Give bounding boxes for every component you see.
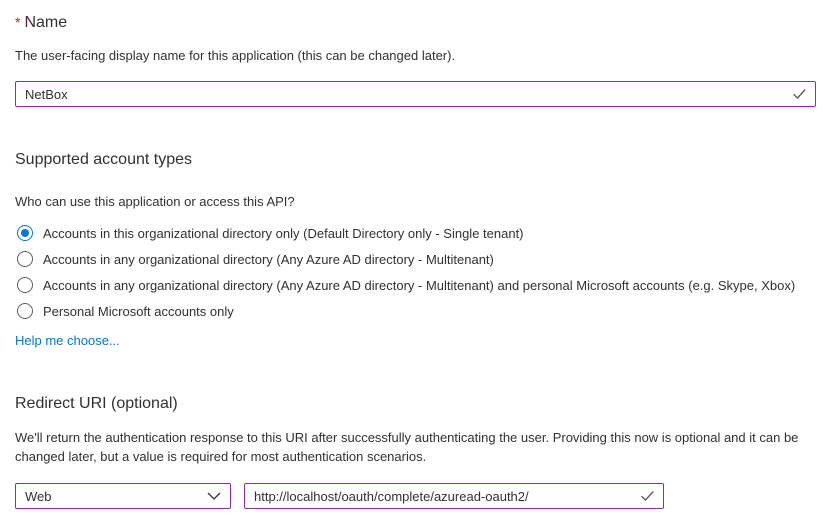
help-me-choose-link[interactable]: Help me choose... (15, 333, 120, 348)
account-types-question: Who can use this application or access this API? (15, 194, 295, 209)
redirect-uri-description: We'll return the authentication response to this URI after successfully authenticating the user. Providing this now is optional and it can be changed later, but a value is required for most authentication scenarios. (15, 430, 799, 464)
platform-select-value: Web (25, 488, 52, 504)
app-name-field-container (15, 81, 816, 107)
platform-select[interactable] (15, 483, 231, 509)
radio-option-single-tenant[interactable] (15, 220, 815, 246)
redirect-uri-section (15, 394, 815, 509)
redirect-uri-field-container (244, 483, 664, 509)
radio-option-label[interactable]: Accounts in any organizational directory (Any Azure AD directory - Multitenant) (43, 251, 494, 267)
app-name-input[interactable] (16, 82, 815, 106)
required-asterisk: * (15, 14, 21, 30)
radio-option-label[interactable]: Personal Microsoft accounts only (43, 303, 234, 319)
radio-option-label[interactable]: Accounts in any organizational directory (Any Azure AD directory - Multitenant) and personal Microsoft accounts (e.g. Skype, Xbox) (43, 277, 796, 293)
radio-option-label[interactable]: Accounts in this organizational directory only (Default Directory only - Single tenant) (43, 225, 524, 241)
redirect-uri-input[interactable] (245, 484, 663, 508)
account-types-title: Supported account types (15, 151, 193, 168)
radio-icon[interactable] (17, 303, 33, 319)
radio-option-multitenant[interactable] (15, 246, 815, 272)
chevron-down-icon (207, 492, 221, 500)
redirect-uri-title: Redirect URI (optional) (15, 395, 178, 412)
radio-option-multitenant-personal[interactable] (15, 272, 815, 298)
radio-icon[interactable] (17, 277, 33, 293)
name-section-title (15, 12, 815, 33)
account-type-radio-group (15, 220, 815, 324)
name-title-text: Name (24, 14, 68, 31)
supported-account-types-section (15, 150, 815, 350)
radio-icon[interactable] (17, 251, 33, 267)
valid-checkmark-icon (640, 490, 655, 502)
name-description: The user-facing display name for this application (this can be changed later). (15, 48, 456, 63)
redirect-uri-row (15, 483, 815, 509)
valid-checkmark-icon (792, 88, 807, 100)
radio-option-personal-only[interactable] (15, 298, 815, 324)
name-section (15, 12, 815, 107)
radio-icon[interactable] (17, 225, 33, 241)
